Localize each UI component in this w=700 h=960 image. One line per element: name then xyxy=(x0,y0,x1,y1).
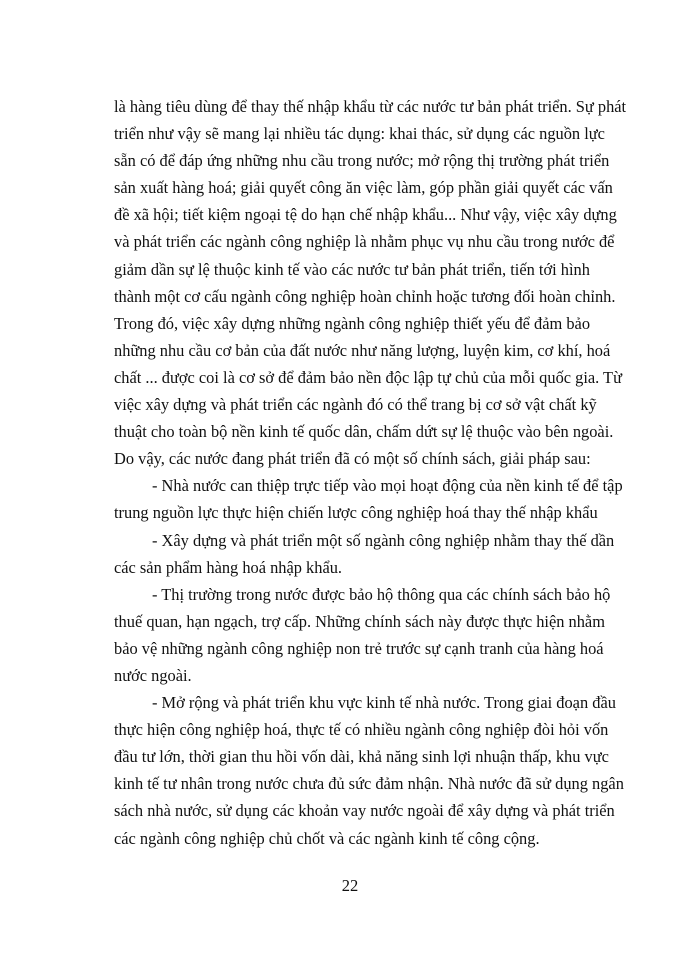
text-line: sản xuất hàng hoá; giải quyết công ăn việc làm, góp phần giải quyết các vấn xyxy=(114,178,613,198)
text-line: thuế quan, hạn ngạch, trợ cấp. Những chính sách này được thực hiện nhằm xyxy=(114,611,605,631)
text-line: thực hiện công nghiệp hoá, thực tế có nhiều ngành công nghiệp đòi hỏi vốn xyxy=(114,720,609,740)
text-line: - Xây dựng và phát triển một số ngành công nghiệp nhằm thay thế dần xyxy=(152,530,615,550)
text-line: thuật cho toàn bộ nền kinh tế quốc dân, chấm dứt sự lệ thuộc vào bên ngoài. xyxy=(114,422,614,442)
body-text xyxy=(114,93,627,852)
text-line: và phát triển các ngành công nghiệp là nhằm phục vụ nhu cầu trong nước để xyxy=(114,232,615,252)
text-line: nước ngoài. xyxy=(114,665,192,685)
text-line: - Thị trường trong nước được bảo hộ thông qua các chính sách bảo hộ xyxy=(152,584,611,604)
text-line: - Mở rộng và phát triển khu vực kinh tế nhà nước. Trong giai đoạn đầu xyxy=(152,693,616,713)
text-line: sách nhà nước, sử dụng các khoản vay nước ngoài để xây dựng và phát triển xyxy=(114,801,615,821)
text-line: thành một cơ cấu ngành công nghiệp hoàn chỉnh hoặc tương đối hoàn chỉnh. xyxy=(114,286,616,306)
text-line: - Nhà nước can thiệp trực tiếp vào mọi hoạt động của nền kinh tế để tập xyxy=(152,476,623,496)
text-line: việc xây dựng và phát triển các ngành đó có thể trang bị cơ sở vật chất kỹ xyxy=(114,395,597,415)
page-number: 22 xyxy=(341,876,359,895)
text-line: đầu tư lớn, thời gian thu hồi vốn dài, khả năng sinh lợi nhuận thấp, khu vực xyxy=(114,747,609,767)
text-line: Trong đó, việc xây dựng những ngành công nghiệp thiết yếu để đảm bảo xyxy=(114,313,591,333)
text-line: đề xã hội; tiết kiệm ngoại tệ do hạn chế nhập khẩu... Như vậy, việc xây dựng xyxy=(114,205,617,225)
text-line: các ngành công nghiệp chủ chốt và các ngành kinh tế công cộng. xyxy=(114,828,540,848)
text-line: những nhu cầu cơ bản của đất nước như năng lượng, luyện kim, cơ khí, hoá xyxy=(114,340,611,360)
text-line: bảo vệ những ngành công nghiệp non trẻ trước sự cạnh tranh của hàng hoá xyxy=(114,638,604,658)
text-line: giảm dần sự lệ thuộc kinh tế vào các nước tư bản phát triển, tiến tới hình xyxy=(114,259,590,279)
text-line: kinh tế tư nhân trong nước chưa đủ sức đảm nhận. Nhà nước đã sử dụng ngân xyxy=(114,774,624,794)
text-line: sẵn có để đáp ứng những nhu cầu trong nước; mở rộng thị trường phát triển xyxy=(114,151,610,171)
text-line: trung nguồn lực thực hiện chiến lược công nghiệp hoá thay thế nhập khẩu xyxy=(114,503,598,523)
text-line: triển như vậy sẽ mang lại nhiều tác dụng: khai thác, sử dụng các nguồn lực xyxy=(114,124,605,144)
text-line: là hàng tiêu dùng để thay thế nhập khẩu từ các nước tư bản phát triển. Sự phát xyxy=(114,97,627,116)
text-line: Do vậy, các nước đang phát triển đã có một số chính sách, giải pháp sau: xyxy=(114,449,591,469)
text-line: chất ... được coi là cơ sở để đảm bảo nền độc lập tự chủ của mỗi quốc gia. Từ xyxy=(114,367,622,387)
text-line: các sản phẩm hàng hoá nhập khẩu. xyxy=(114,557,343,577)
